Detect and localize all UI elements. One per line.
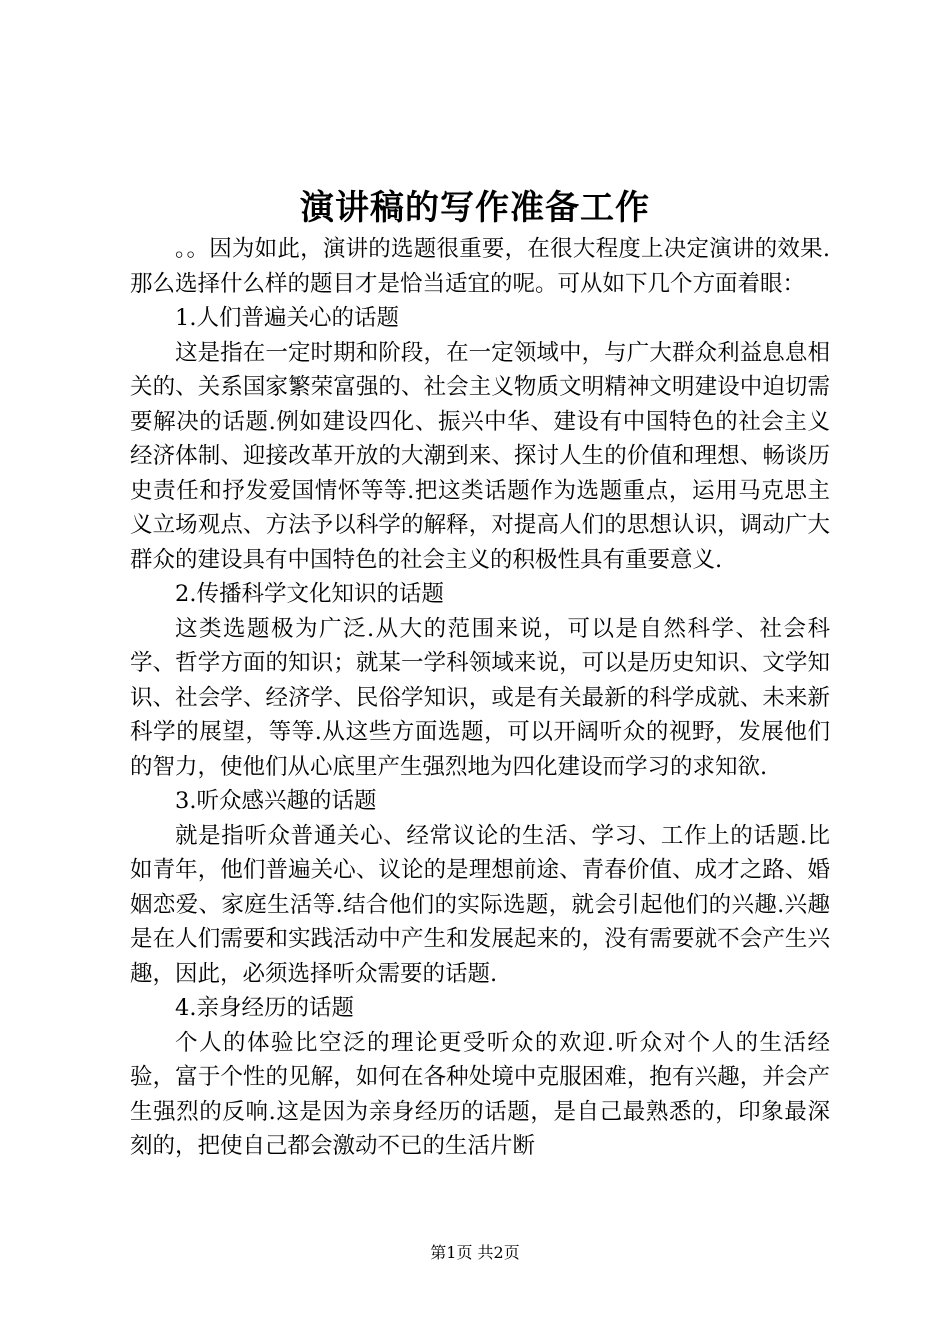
intro-paragraph: 。。因为如此，演讲的选题很重要，在很大程度上决定演讲的效果.那么选择什么样的题目才是恰当适宜的呢。可从如下几个方面着眼： xyxy=(130,236,830,297)
section-body-2: 这类选题极为广泛.从大的范围来说，可以是自然科学、社会科学、哲学方面的知识；就某一学科领域来说，可以是历史知识、文学知识、社会学、经济学、民俗学知识，或是有关最新的科学成就、未来新科学的展望，等等.从这些方面选题，可以开阔听众的视野，发展他们的智力，使他们从心底里产生强烈地为四化建设而学习的求知欲. xyxy=(130,615,830,780)
section-heading-1: 1.人们普遍关心的话题 xyxy=(175,305,399,331)
section-heading-2: 2.传播科学文化知识的话题 xyxy=(175,581,444,607)
section-body-1: 这是指在一定时期和阶段，在一定领域中，与广大群众利益息息相关的、关系国家繁荣富强的、社会主义物质文明精神文明建设中迫切需要解决的话题.例如建设四化、振兴中华、建设有中国特色的社会主义经济体制、迎接改革开放的大潮到来、探讨人生的价值和理想、畅谈历史责任和抒发爱国情怀等等.把这类话题作为选题重点，运用马克思主义立场观点、方法予以科学的解释，对提高人们的思想认识，调动广大群众的建设具有中国特色的社会主义的积极性具有重要意义. xyxy=(130,339,830,573)
page-number-footer: 第1页 共2页 xyxy=(430,1243,520,1262)
section-body-4: 个人的体验比空泛的理论更受听众的欢迎.听众对个人的生活经验，富于个性的见解，如何在各种处境中克服困难，抱有兴趣，并会产生强烈的反响.这是因为亲身经历的话题，是自己最熟悉的，印象最深刻的，把使自己都会激动不已的生活片断 xyxy=(130,1029,830,1159)
document-title: 演讲稿的写作准备工作 xyxy=(300,188,650,228)
section-heading-3: 3.听众感兴趣的话题 xyxy=(175,788,377,814)
document-body xyxy=(130,232,830,1164)
section-heading-4: 4.亲身经历的话题 xyxy=(175,995,354,1021)
section-body-3: 就是指听众普通关心、经常议论的生活、学习、工作上的话题.比如青年，他们普遍关心、议论的是理想前途、青春价值、成才之路、婚姻恋爱、家庭生活等.结合他们的实际选题，就会引起他们的兴趣.兴趣是在人们需要和实践活动中产生和发展起来的，没有需要就不会产生兴趣，因此，必须选择听众需要的话题. xyxy=(130,822,830,987)
